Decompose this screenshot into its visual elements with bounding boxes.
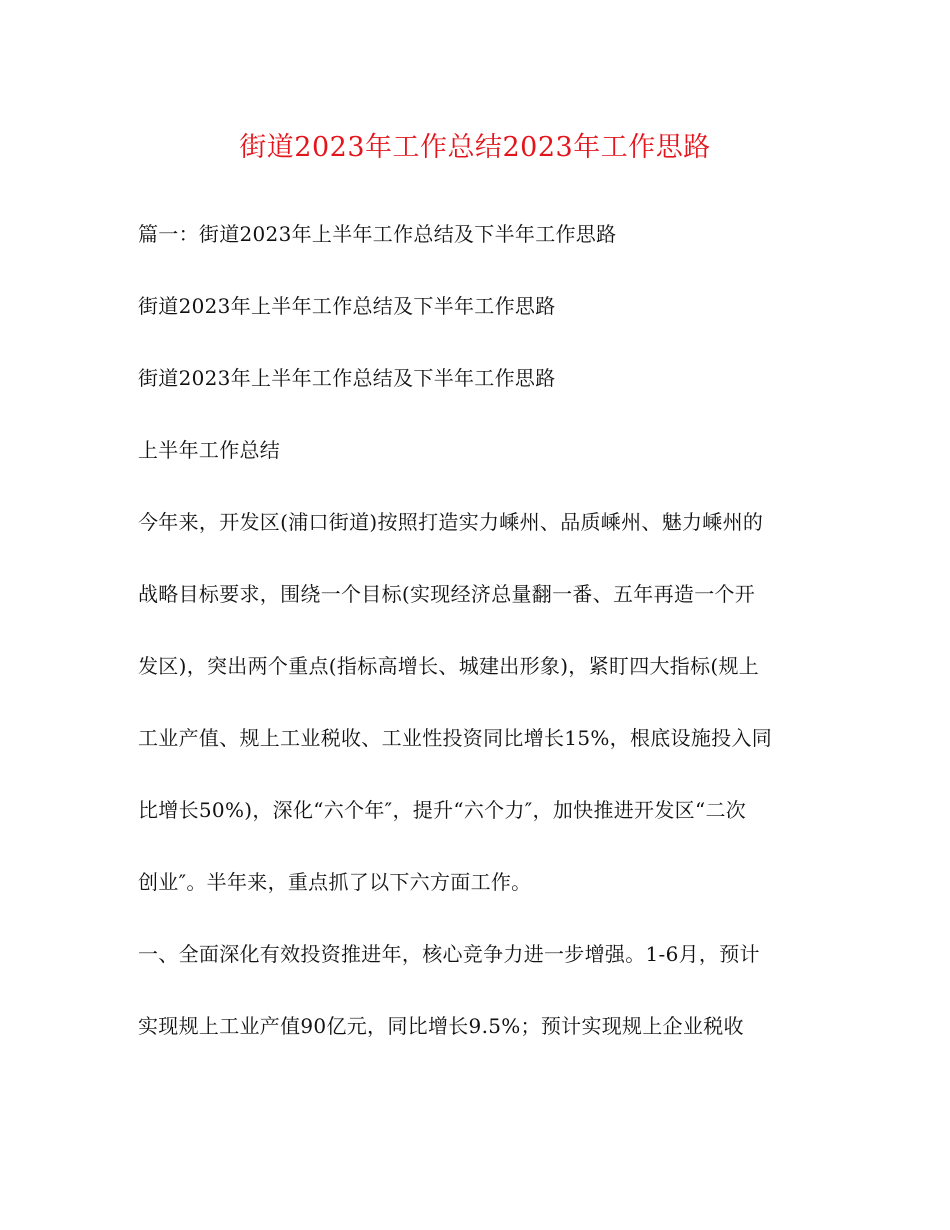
paragraph-line: 一、全面深化有效投资推进年，核心竞争力进一步增强。1-6月，预计 — [138, 942, 760, 966]
paragraph-line: 工业产值、规上工业税收、工业性投资同比增长15%，根底设施投入同 — [138, 726, 773, 750]
section-heading: 篇一：街道2023年上半年工作总结及下半年工作思路 — [138, 222, 617, 246]
subtitle-line: 街道2023年上半年工作总结及下半年工作思路 — [138, 366, 556, 390]
document-title: 街道2023年工作总结2023年工作思路 — [239, 132, 711, 163]
paragraph-line: 发区)，突出两个重点(指标高增长、城建出形象)，紧盯四大指标(规上 — [138, 654, 760, 678]
subsection-heading: 上半年工作总结 — [138, 438, 281, 462]
paragraph-line: 实现规上工业产值90亿元，同比增长9.5%；预计实现规上企业税收 — [138, 1014, 744, 1038]
paragraph-line: 比增长50%)，深化“六个年″，提升“六个力″，加快推进开发区“二次 — [138, 798, 747, 822]
paragraph-line: 创业″。半年来，重点抓了以下六方面工作。 — [138, 870, 532, 894]
paragraph-line: 今年来，开发区(浦口街道)按照打造实力嵊州、品质嵊州、魅力嵊州的 — [138, 510, 764, 534]
paragraph-line: 战略目标要求，围绕一个目标(实现经济总量翻一番、五年再造一个开 — [138, 582, 756, 606]
subtitle-line: 街道2023年上半年工作总结及下半年工作思路 — [138, 294, 556, 318]
